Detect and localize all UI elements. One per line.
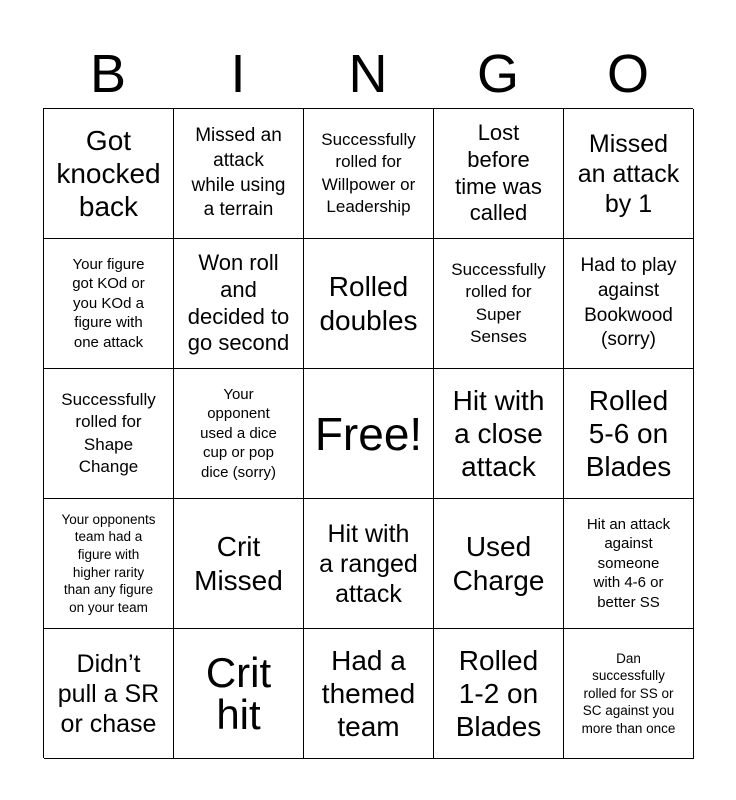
bingo-cell-r2c1[interactable] bbox=[44, 239, 174, 369]
bingo-cell-r1c4[interactable] bbox=[434, 109, 564, 239]
cell-text: Successfully rolled for Shape Change bbox=[61, 389, 156, 476]
bingo-cell-r2c4[interactable] bbox=[434, 239, 564, 369]
bingo-cell-r3c4[interactable] bbox=[434, 369, 564, 499]
cell-text: Your opponent used a dice cup or pop dice (sorry) bbox=[200, 385, 277, 481]
header-letter-b: B bbox=[89, 44, 127, 104]
bingo-cell-r5c5[interactable] bbox=[564, 629, 694, 759]
cell-text: Had a themed team bbox=[321, 644, 416, 743]
bingo-cell-r3c2[interactable] bbox=[174, 369, 304, 499]
header-letter-g: G bbox=[476, 44, 519, 104]
cell-text: Missed an attack while using a terrain bbox=[191, 125, 286, 221]
bingo-cell-r1c3[interactable] bbox=[304, 109, 434, 239]
header-letter-o: O bbox=[606, 44, 649, 104]
bingo-cell-r4c1[interactable] bbox=[44, 499, 174, 629]
cell-text: Your figure got KOd or you KOd a figure with one attack bbox=[72, 255, 145, 351]
cell-text: Got knocked back bbox=[56, 124, 161, 223]
bingo-cell-r3c1[interactable] bbox=[44, 369, 174, 499]
bingo-cell-r4c5[interactable] bbox=[564, 499, 694, 629]
cell-text: Had to play against Bookwood (sorry) bbox=[580, 255, 677, 351]
cell-text: Rolled doubles bbox=[319, 271, 418, 336]
free-space[interactable] bbox=[304, 369, 434, 499]
cell-text: Free! bbox=[314, 407, 423, 460]
cell-text: Crit Missed bbox=[194, 531, 283, 596]
cell-text: Missed an attack by 1 bbox=[577, 129, 680, 218]
cell-text: Won roll and decided to go second bbox=[187, 249, 290, 356]
bingo-cell-r4c3[interactable] bbox=[304, 499, 434, 629]
bingo-cell-r2c5[interactable] bbox=[564, 239, 694, 369]
bingo-board bbox=[43, 108, 693, 758]
bingo-cell-r1c5[interactable] bbox=[564, 109, 694, 239]
bingo-cell-r4c4[interactable] bbox=[434, 499, 564, 629]
bingo-cell-r1c2[interactable] bbox=[174, 109, 304, 239]
cell-text: Dan successfully rolled for SS or SC against you more than once bbox=[581, 650, 676, 736]
bingo-cell-r2c3[interactable] bbox=[304, 239, 434, 369]
cell-text: Crit hit bbox=[205, 648, 272, 738]
cell-text: Rolled 5-6 on Blades bbox=[585, 384, 672, 483]
bingo-cell-r5c4[interactable] bbox=[434, 629, 564, 759]
cell-text: Used Charge bbox=[452, 531, 545, 596]
bingo-cell-r1c1[interactable] bbox=[44, 109, 174, 239]
bingo-cell-r5c1[interactable] bbox=[44, 629, 174, 759]
bingo-cell-r5c2[interactable] bbox=[174, 629, 304, 759]
cell-text: Successfully rolled for Super Senses bbox=[451, 259, 546, 346]
bingo-cell-r2c2[interactable] bbox=[174, 239, 304, 369]
cell-text: Hit with a close attack bbox=[452, 384, 545, 483]
header-letter-n: N bbox=[348, 44, 388, 104]
bingo-cell-r4c2[interactable] bbox=[174, 499, 304, 629]
bingo-cell-r3c5[interactable] bbox=[564, 369, 694, 499]
header-letter-i: I bbox=[230, 44, 246, 104]
cell-text: Your opponents team had a figure with higher rarity than any figure on your team bbox=[61, 511, 156, 615]
cell-text: Hit an attack against someone with 4-6 or better SS bbox=[586, 515, 671, 611]
bingo-cell-r5c3[interactable] bbox=[304, 629, 434, 759]
bingo-header bbox=[43, 40, 693, 108]
cell-text: Successfully rolled for Willpower or Leadership bbox=[321, 129, 416, 216]
cell-text: Lost before time was called bbox=[455, 119, 542, 226]
cell-text: Rolled 1-2 on Blades bbox=[455, 644, 542, 743]
cell-text: Hit with a ranged attack bbox=[319, 519, 418, 608]
cell-text: Didn’t pull a SR or chase bbox=[57, 649, 160, 738]
